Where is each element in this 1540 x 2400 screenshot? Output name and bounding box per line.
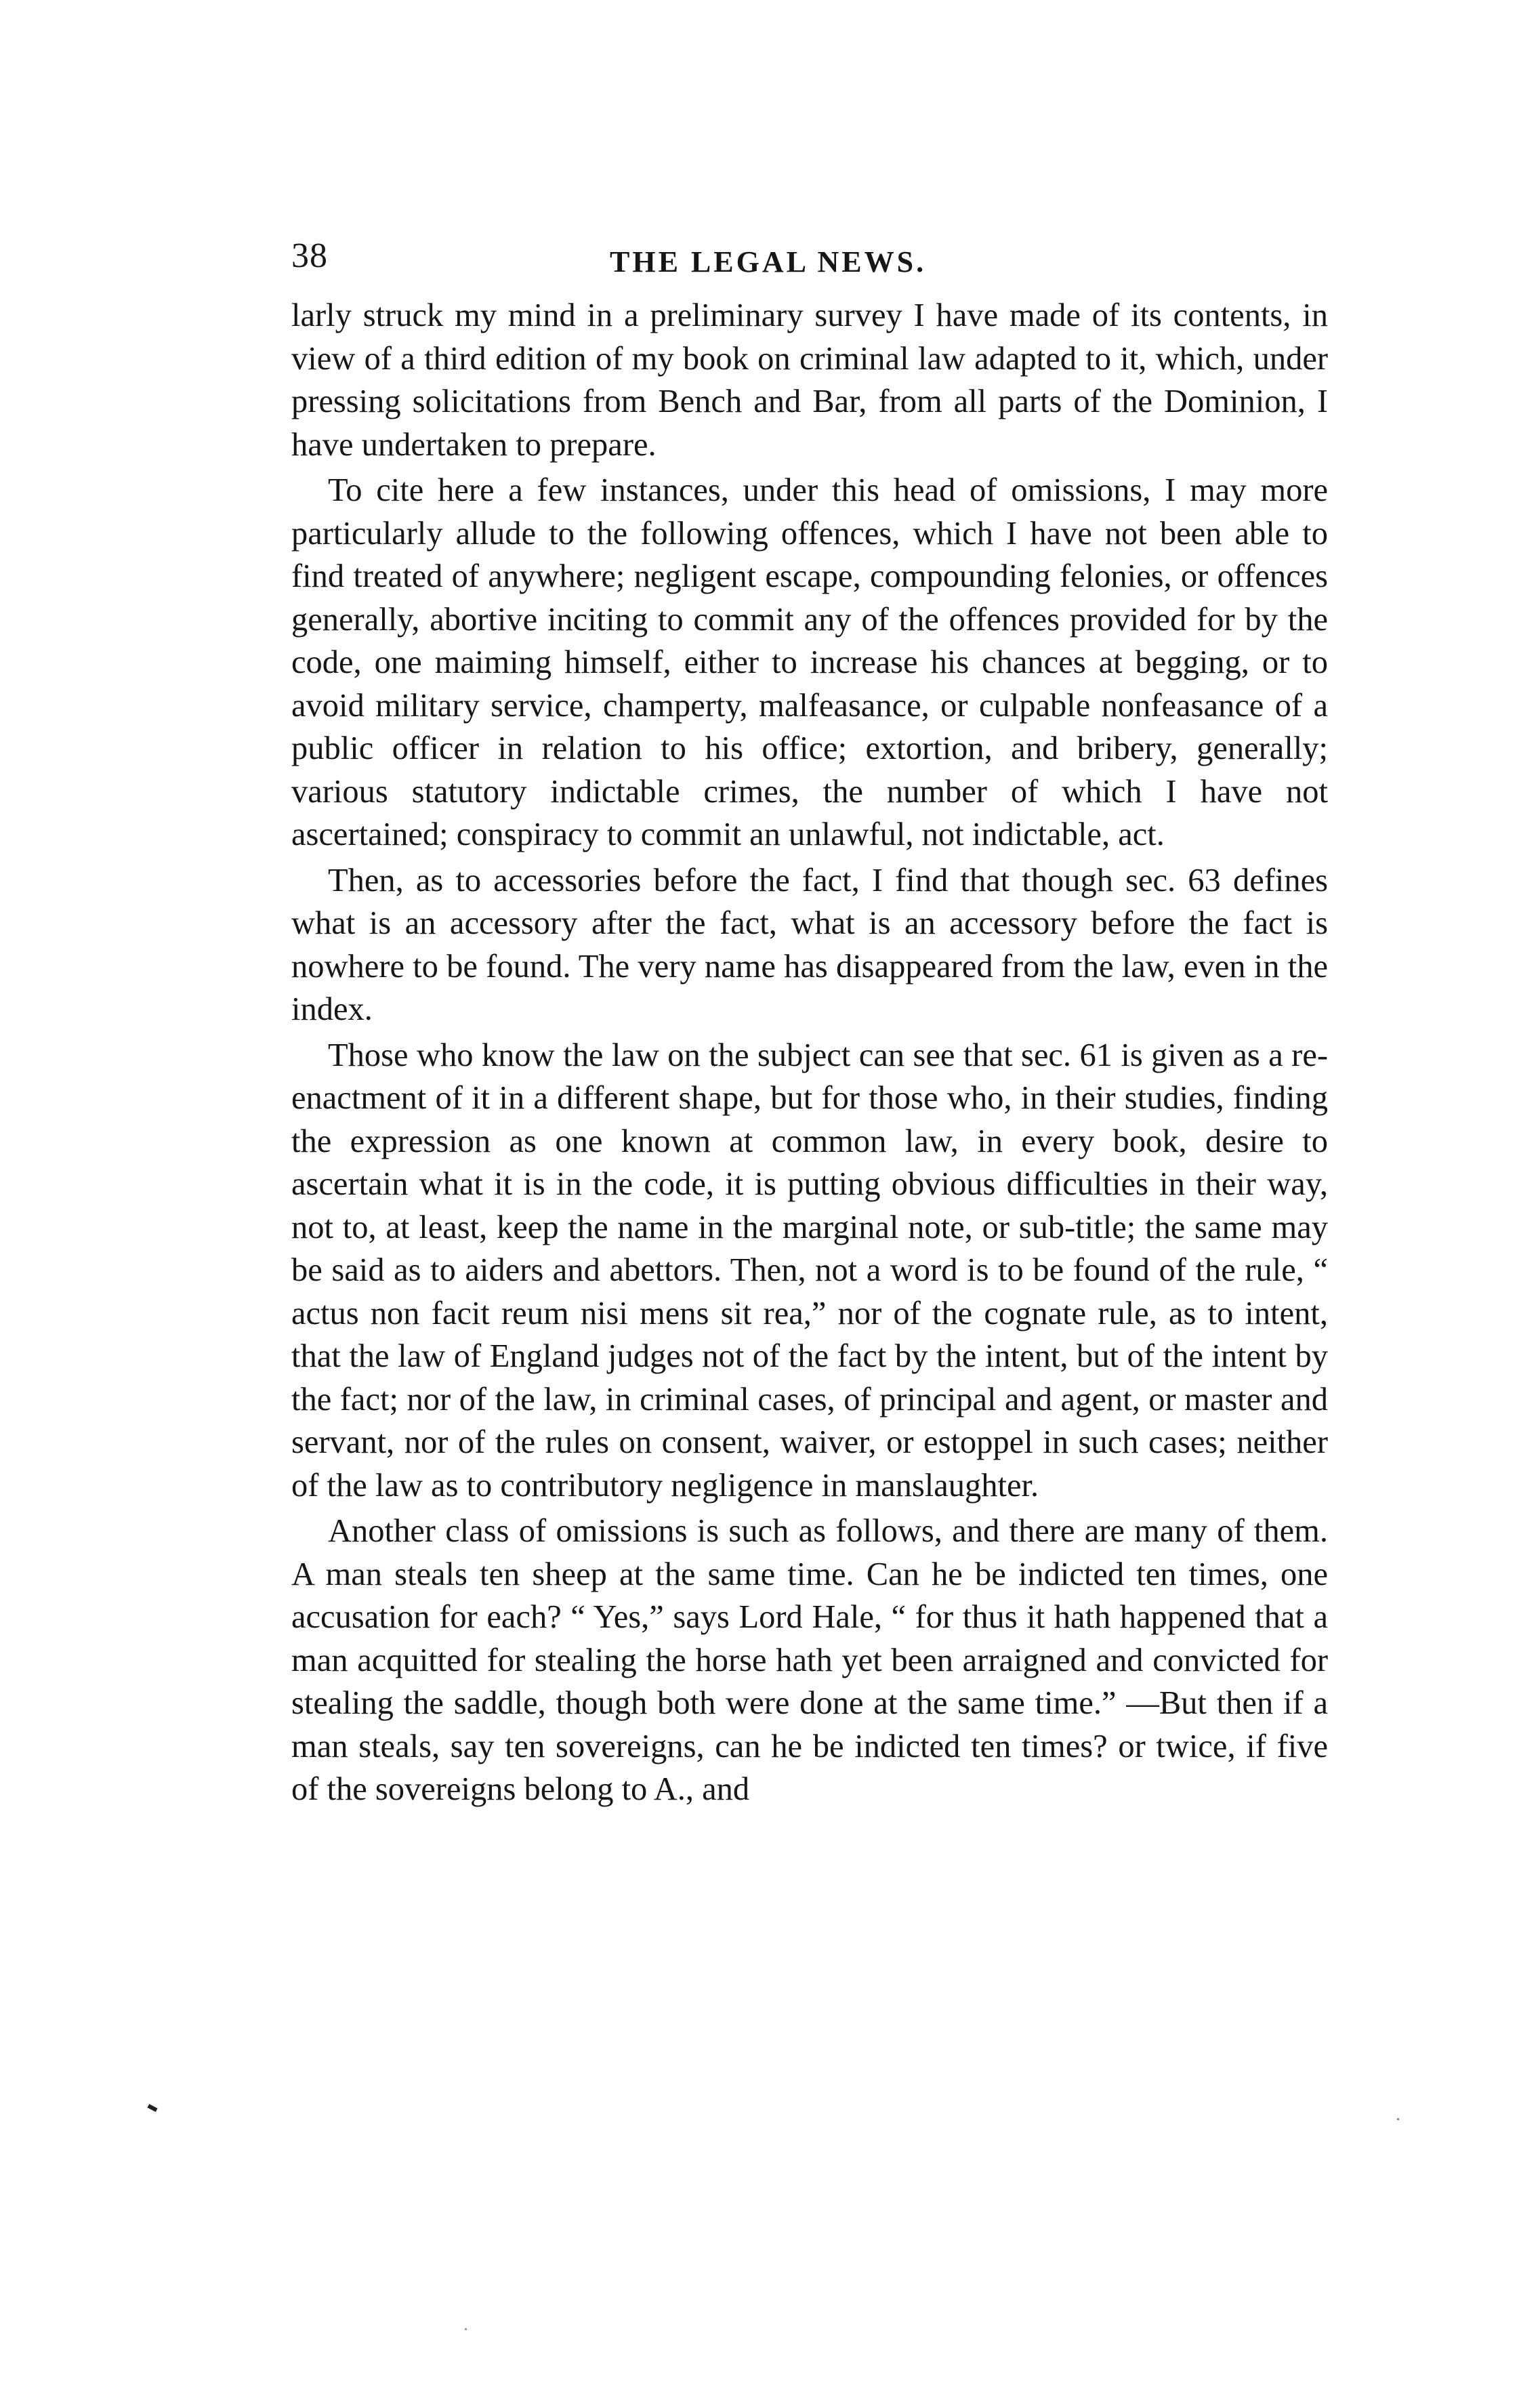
paragraph-continued: larly struck my mind in a preliminary survey I have made of its contents, in view of a third edition of my book on criminal law adapted to it, which, under pressing solicitations from Bench and Bar, from all parts of the Dominion, I have undertaken to prepare. [291, 297, 1328, 463]
running-head [291, 236, 1341, 290]
scan-speck [465, 2328, 467, 2330]
paragraph-accessories: Then, as to accessories before the fact, I find that though sec. 63 defines what is an accessory after the fact, what is an accessory before the fact is nowhere to be found. The very name has disappeared from the law, even in the index. [291, 862, 1328, 1027]
scan-speck [147, 2104, 157, 2112]
body-text [291, 294, 1328, 1811]
paragraph-omissions-instances: To cite here a few instances, under this head of omissions, I may more particularly allude to the following offences, which I have not been able to find treated of anywhere; negligent escape, compounding felonies, or offences generally, abortive inciting to commit any of the offences provided for by the code, one maiming himself, either to increase his chances at begging, or to avoid military service, champerty, malfeasance, or culpable nonfeasance of a public officer in relation to his office; extortion, and bribery, generally; various statutory indictable crimes, the number of which I have not ascertained; conspiracy to commit an unlawful, not indictable, act. [291, 472, 1328, 852]
scan-speck [1397, 2118, 1399, 2120]
paragraph-common-law: Those who know the law on the subject can see that sec. 61 is given as a re-enactment of it in a different shape, but for those who, in their studies, finding the expression as one known at common law, in every book, desire to ascertain what it is in the code, it is putting obvious difficulties in their way, not to, at least, keep the name in the marginal note, or sub-title; the same may be said as to aiders and abettors. Then, not a word is to be found of the rule, “ actus non facit reum nisi mens sit rea,” nor of the cognate rule, as to intent, that the law of England judges not of the fact by the intent, but of the intent by the fact; nor of the law, in criminal cases, of principal and agent, or master and servant, nor of the rules on consent, waiver, or estoppel in such cases; neither of the law as to contributory negligence in manslaughter. [291, 1037, 1328, 1504]
page-number: 38 [291, 236, 328, 275]
journal-title: THE LEGAL NEWS. [610, 245, 927, 278]
paragraph-another-class: Another class of omissions is such as follows, and there are many of them. A man steals ten sheep at the same time. Can he be indicted ten times, one accusation for each? “ Yes,” says Lord Hale, “ for thus it hath happened that a man acquitted for stealing the horse hath yet been arraigned and convicted for stealing the saddle, though both were done at the same time.” —But then if a man steals, say ten sovereigns, can he be indicted ten times? or twice, if five of the sovereigns belong to A., and [291, 1513, 1328, 1807]
